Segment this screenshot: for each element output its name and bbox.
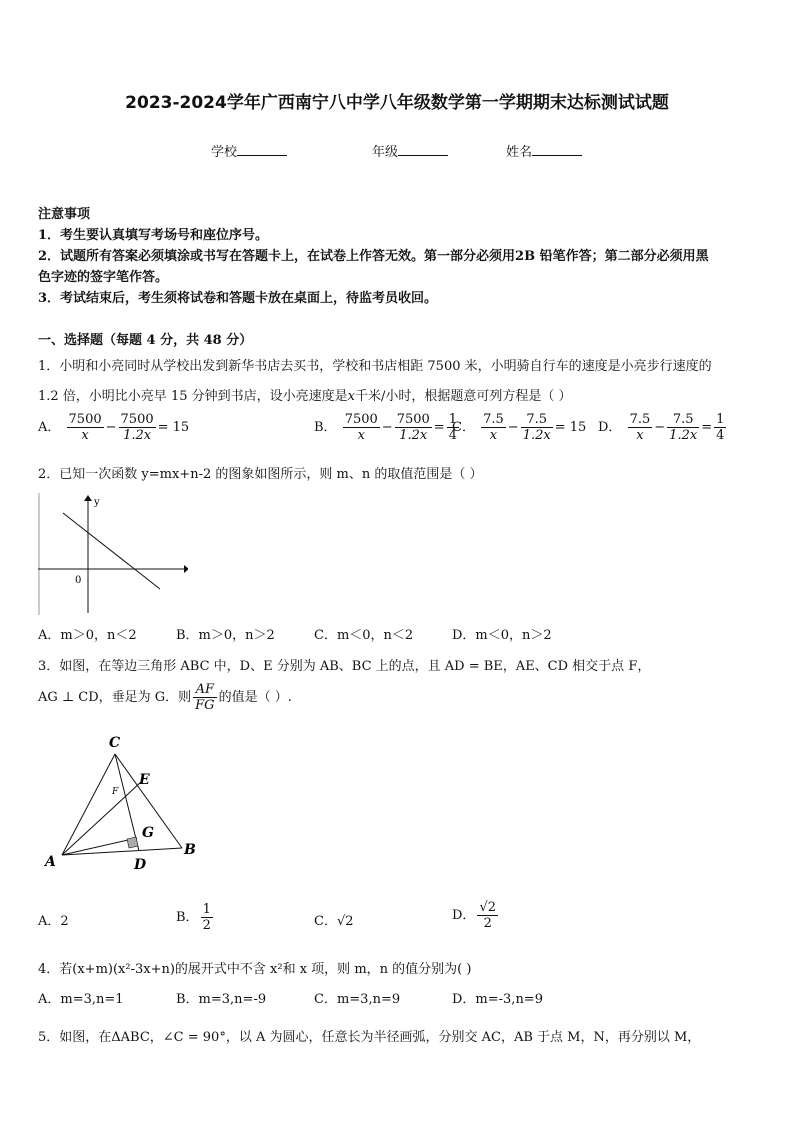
q2-option-b[interactable]: B．m＞0，n＞2 xyxy=(176,628,275,643)
q3-option-a[interactable]: A．2 xyxy=(38,914,69,929)
right-angle-mark xyxy=(127,837,138,848)
side-ab xyxy=(62,848,182,855)
q4-option-a[interactable]: A．m=3,n=1 xyxy=(38,992,124,1007)
label-c: C xyxy=(109,735,121,751)
q3-option-c[interactable]: C．√2 xyxy=(314,914,354,929)
grade-field[interactable]: 年级 xyxy=(372,141,448,160)
side-ca xyxy=(62,754,115,855)
q3-line1: 3．如图，在等边三角形 ABC 中，D、E 分别为 AB、BC 上的点，且 AD = BE，AE、CD 相交于点 F， xyxy=(38,659,651,674)
label-a: A xyxy=(45,854,56,870)
origin-label: 0 xyxy=(75,575,82,586)
q3-triangle-figure xyxy=(38,728,208,878)
q4-option-b[interactable]: B．m=3,n=-9 xyxy=(176,992,267,1007)
x-axis-arrow xyxy=(184,565,188,573)
school-field[interactable]: 学校 xyxy=(211,141,287,160)
q5-text: 5．如图，在ΔABC，∠C = 90°，以 A 为圆心，任意长为半径画弧，分别交 AC，AB 于点 M，N，再分别以 M， xyxy=(38,1030,701,1045)
q3-line2: AG ⊥ CD，垂足为 G．则 $\frac{AF}{FG}$ 的值是（ ）. xyxy=(38,682,292,713)
label-f: F xyxy=(112,787,119,797)
notice-item: 色字迹的签字笔作答。 xyxy=(38,270,169,285)
label-e: E xyxy=(139,772,150,788)
q2-text: 2．已知一次函数 y=mx+n-2 的图象如图所示，则 m、n 的取值范围是（ ） xyxy=(38,467,483,482)
q2-option-d[interactable]: D．m＜0，n＞2 xyxy=(452,628,552,643)
notice-heading: 注意事项 xyxy=(38,207,91,222)
name-field[interactable]: 姓名 xyxy=(506,141,582,160)
label-g: G xyxy=(142,825,154,841)
q4-option-c[interactable]: C．m=3,n=9 xyxy=(314,992,401,1007)
notice-item: 1．考生要认真填写考场号和座位序号。 xyxy=(38,228,269,243)
page-title: 2023-2024学年广西南宁八中学八年级数学第一学期期末达标测试试题 xyxy=(125,93,669,113)
notice-item: 3．考试结束后，考生须将试卷和答题卡放在桌面上，待监考员收回。 xyxy=(38,291,438,306)
q2-option-c[interactable]: C．m＜0，n＜2 xyxy=(314,628,414,643)
section-heading: 一、选择题（每题 4 分，共 48 分） xyxy=(38,333,253,348)
q1-option-a[interactable]: A． $\frac{7500}{x}$ − $\frac{7500}{1.2x}$ = 15 xyxy=(38,412,190,443)
notice-item: 2．试题所有答案必须填涂或书写在答题卡上，在试卷上作答无效。第一部分必须用2B 铅笔作答；第二部分必须用黑 xyxy=(38,249,709,264)
q3-option-b[interactable]: B． $\frac{1}{2}$ xyxy=(176,902,211,933)
q1-line1: 1．小明和小亮同时从学校出发到新华书店去买书，学校和书店相距 7500 米，小明骑自行车的速度是小亮步行速度的 xyxy=(38,359,712,374)
q1-option-d[interactable]: D． $\frac{7.5}{x}$ − $\frac{7.5}{1.2x}$ = $\frac{1}{4}$ xyxy=(598,412,725,443)
q4-text: 4．若(x+m)(x²-3x+n)的展开式中不含 x²和 x 项，则 m，n 的值分别为( ) xyxy=(38,962,472,977)
q1-line2: 1.2 倍，小明比小亮早 15 分钟到书店，设小亮速度是x千米/小时，根据题意可列方程是（ ） xyxy=(38,389,572,404)
label-b: B xyxy=(184,842,196,858)
q1-option-c[interactable]: C． $\frac{7.5}{x}$ − $\frac{7.5}{1.2x}$ = 15 xyxy=(452,412,587,443)
q2-graph xyxy=(38,493,188,615)
q1-option-b[interactable]: B． $\frac{7500}{x}$ − $\frac{7500}{1.2x}$ = $\frac{1}{4}$ xyxy=(314,412,457,443)
label-d: D xyxy=(134,857,147,873)
y-axis-label: y xyxy=(94,497,100,508)
q3-option-d[interactable]: D． $\frac{√2}{2}$ xyxy=(452,900,496,931)
q4-option-d[interactable]: D．m=-3,n=9 xyxy=(452,992,543,1007)
y-axis-arrow xyxy=(84,495,92,501)
q2-option-a[interactable]: A．m＞0，n＜2 xyxy=(38,628,137,643)
